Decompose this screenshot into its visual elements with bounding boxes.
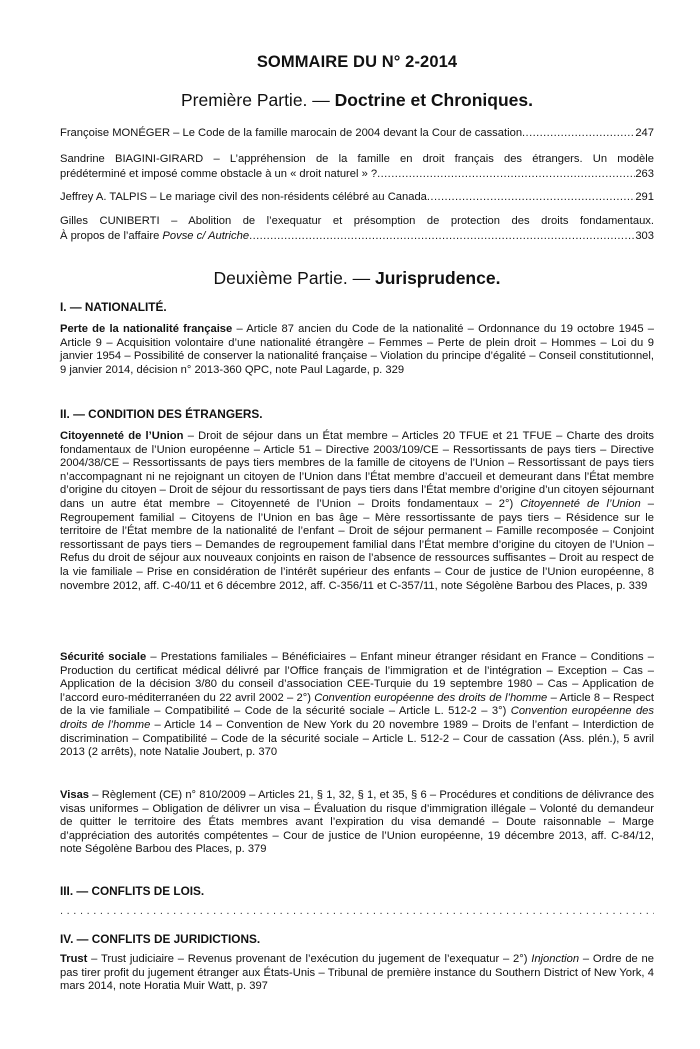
toc-entry[interactable]: Sandrine BIAGINI-GIRARD – L’appréhension de la famille en droit français des étrangers. Un modèle prédéterminé et imposé comme obstacle à un « droit naturel » ? ..... 263	[60, 152, 654, 181]
section-heading: I. — NATIONALITÉ.	[60, 300, 167, 314]
toc-entry[interactable]: Jeffrey A. TALPIS – Le mariage civil des non-résidents célébré au Canada ..... 291	[60, 190, 654, 205]
toc-entry[interactable]: Gilles CUNIBERTI – Abolition de l’exequatur et présomption de protection des droits fondamentaux. À propos de l’affaire Povse c/ Autriche ..... 303	[60, 214, 654, 243]
page-number: 247	[635, 127, 654, 139]
entry-visas: Visas – Règlement (CE) n° 810/2009 – Articles 21, § 1, 32, § 1, et 35, § 6 – Procédures et conditions de délivrance des visas uniformes – Obligation de délivrer un visa – Évaluation du risque d’immigration illégale – Volonté du demandeur de quitter le territoire des États membres avant l’expiration du visa demandé – Doute raisonnable – Marge d’appréciation des autorités compétentes – Cour de justice de l’Union européenne, 19 décembre 2013, aff. C-84/12, note Ségolène Barbou des Places, p. 379	[60, 789, 654, 856]
section-heading: IV. — CONFLITS DE JURIDICTIONS.	[60, 932, 261, 946]
part-one-heading: Première Partie. — Doctrine et Chroniques.	[180, 90, 533, 110]
part-two-heading: Deuxième Partie. — Jurisprudence.	[213, 268, 501, 288]
entry-citoyennete: Citoyenneté de l’Union – Droit de séjour dans un État membre – Articles 20 TFUE et 21 TFUE – Charte des droits fondamentaux de l’Union européenne – Article 51 – Directive 2003/109/CE – Ressortissants de pays tiers – Directive 2004/38/CE – Ressortissants de pays tiers membres de la famille de citoyens de l’Union – Ressortissant de pays tiers n’accompagnant ni ne rejoignant un citoyen de l’Union dans l’État membre d’accueil et demeurant dans l’État membre d’origine du citoyen – Droit de séjour du ressortissant de pays tiers dans l’État membre d’origine d’un citoyen séjournant dans un autre état membre – Citoyenneté de l’Union – Droits fondamentaux – 2°) Citoyenneté de l’Union – Regroupement familial – Citoyens de l’Union en bas âge – Mère ressortissante de pays tiers – Résidence sur le territoire de l’État membre de la nationalité de l’enfant – Droit de séjour permanent – Famille recomposée – Conjoint ressortissant de pays tiers – Demandes de regroupement familial dans l’État membre d’origine du citoyen de l’Union – Refus du droit de séjour aux nouveaux conjoints en raison de l’absence de ressources suffisantes – Droit au respect de la vie familiale – Prise en considération de l’intérêt supérieur des enfants – Cour de justice de l’Union européenne, 8 novembre 2012, aff. C-40/11 et 6 décembre 2012, aff. C-356/11 et C-357/11, note Ségolène Barbou des Places, p. 339	[60, 430, 654, 592]
page-title: SOMMAIRE DU N° 2-2014	[256, 53, 458, 71]
toc-text: À propos de l’affaire Povse c/ Autriche	[60, 229, 250, 242]
section-heading: II. — CONDITION DES ÉTRANGERS.	[60, 407, 263, 421]
entry-nationalite: Perte de la nationalité française – Article 87 ancien du Code de la nationalité – Ordonnance du 19 octobre 1945 – Article 9 – Acquisition volontaire d’une nationalité étrangère – Femmes – Perte de plein droit – Hommes – Loi du 9 janvier 1954 – Possibilité de conserver la nationalité française – Violation du principe d’égalité – Conseil constitutionnel, 9 janvier 2014, décision n° 2013-360 QPC, note Paul Lagarde, p. 329	[60, 323, 654, 376]
section-heading: III. — CONFLITS DE LOIS.	[60, 884, 205, 898]
entry-trust: Trust – Trust judiciaire – Revenus provenant de l’exécution du jugement de l’exequatur – 2°) Injonction – Ordre de ne pas tirer profit du jugement étranger aux États-Unis – Tribunal de première instance du Southern District of New York, 4 mars 2014, note Horatia Muir Watt, p. 397	[60, 953, 655, 993]
page-number: 291	[635, 191, 654, 203]
toc-entry[interactable]: Françoise MONÉGER – Le Code de la famille marocain de 2004 devant la Cour de cassation ..... 247	[60, 126, 654, 141]
entry-securite-sociale: Sécurité sociale – Prestations familiales – Bénéficiaires – Enfant mineur étranger résidant en France – Conditions – Production du certificat médical délivré par l’Office français de l’immigration et de l’intégration – Exception – Cas – Application de la décision 3/80 du conseil d’association CEE-Turquie du 19 septembre 1980 – Cas – Application de l’accord euro-méditerranéen du 22 avril 2002 – 2°) Convention européenne des droits de l’homme – Article 8 – Respect de la vie familiale – Compatibilité – Code de la sécurité sociale – Article L. 512-2 – 3°) Convention européenne des droits de l’homme – Article 14 – Convention de New York du 20 novembre 1989 – Droits de l’enfant – Interdiction de discrimination – Compatibilité – Code de la sécurité sociale – Article L. 512-2 – Cour de cassation (Ass. plén.), 5 avril 2013 (2 arrêts), note Natalie Joubert, p. 370	[60, 651, 655, 759]
page-number: 263	[635, 167, 654, 180]
dotted-leader	[60, 905, 654, 917]
page-number: 303	[635, 229, 654, 242]
